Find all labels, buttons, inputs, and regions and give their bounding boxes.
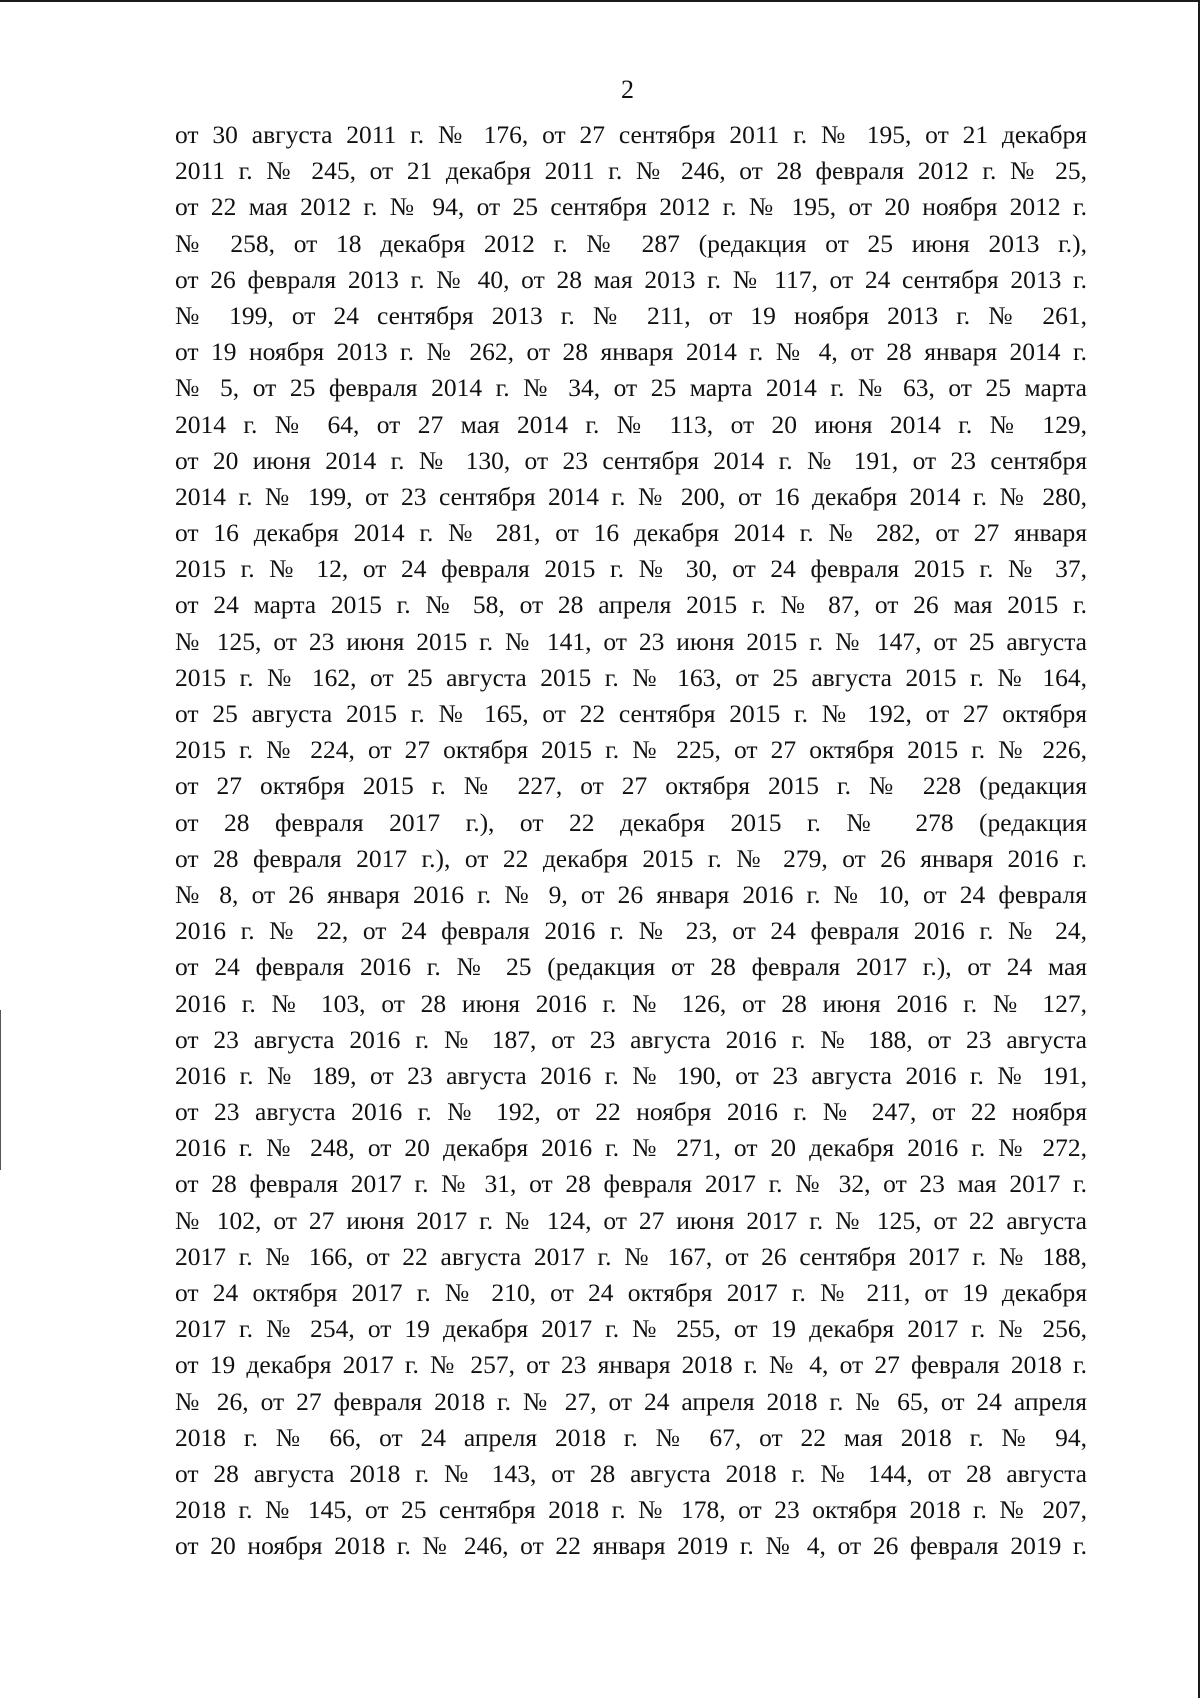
text-line: от 28 февраля 2017 г. № 31, от 28 февраля 2017 г. № 32, от 23 мая 2017 г. <box>175 1169 1087 1199</box>
text-line: от 24 марта 2015 г. № 58, от 28 апреля 2015 г. № 87, от 26 мая 2015 г. <box>175 590 1087 620</box>
text-line: № 8, от 26 января 2016 г. № 9, от 26 января 2016 г. № 10, от 24 февраля <box>175 879 1087 909</box>
text-line: № 258, от 18 декабря 2012 г. № 287 (редакция от 25 июня 2013 г.), <box>175 228 1087 258</box>
text-line: от 22 мая 2012 г. № 94, от 25 сентября 2012 г. № 195, от 20 ноября 2012 г. <box>175 192 1087 222</box>
text-line: 2017 г. № 166, от 22 августа 2017 г. № 167, от 26 сентября 2017 г. № 188, <box>175 1241 1087 1271</box>
text-line: от 20 июня 2014 г. № 130, от 23 сентября 2014 г. № 191, от 23 сентября <box>175 445 1087 475</box>
text-line: 2015 г. № 162, от 25 августа 2015 г. № 163, от 25 августа 2015 г. № 164, <box>175 662 1087 692</box>
text-line: от 19 ноября 2013 г. № 262, от 28 января 2014 г. № 4, от 28 января 2014 г. <box>175 337 1087 367</box>
text-line: 2017 г. № 254, от 19 декабря 2017 г. № 255, от 19 декабря 2017 г. № 256, <box>175 1314 1087 1344</box>
text-line: от 23 августа 2016 г. № 192, от 22 ноября 2016 г. № 247, от 22 ноября <box>175 1097 1087 1127</box>
text-line: 2014 г. № 64, от 27 мая 2014 г. № 113, от 20 июня 2014 г. № 129, <box>175 409 1087 439</box>
text-line: 2016 г. № 189, от 23 августа 2016 г. № 190, от 23 августа 2016 г. № 191, <box>175 1060 1087 1090</box>
text-line: от 20 ноября 2018 г. № 246, от 22 января 2019 г. № 4, от 26 февраля 2019 г. <box>175 1531 1087 1561</box>
text-line: № 26, от 27 февраля 2018 г. № 27, от 24 апреля 2018 г. № 65, от 24 апреля <box>175 1386 1087 1416</box>
text-line: от 27 октября 2015 г. № 227, от 27 октября 2015 г. № 228 (редакция <box>175 771 1087 801</box>
page-number: 2 <box>621 75 634 104</box>
text-line: 2016 г. № 22, от 24 февраля 2016 г. № 23, от 24 февраля 2016 г. № 24, <box>175 916 1087 946</box>
text-line: № 102, от 27 июня 2017 г. № 124, от 27 июня 2017 г. № 125, от 22 августа <box>175 1205 1087 1235</box>
text-line: 2015 г. № 12, от 24 февраля 2015 г. № 30, от 24 февраля 2015 г. № 37, <box>175 554 1087 584</box>
text-line: 2018 г. № 145, от 25 сентября 2018 г. № 178, от 23 октября 2018 г. № 207, <box>175 1495 1087 1525</box>
text-line: от 16 декабря 2014 г. № 281, от 16 декабря 2014 г. № 282, от 27 января <box>175 518 1087 548</box>
text-line: от 19 декабря 2017 г. № 257, от 23 января 2018 г. № 4, от 27 февраля 2018 г. <box>175 1350 1087 1380</box>
text-line: 2016 г. № 248, от 20 декабря 2016 г. № 271, от 20 декабря 2016 г. № 272, <box>175 1133 1087 1163</box>
text-line: от 28 августа 2018 г. № 143, от 28 августа 2018 г. № 144, от 28 августа <box>175 1458 1087 1488</box>
text-line: № 199, от 24 сентября 2013 г. № 211, от 19 ноября 2013 г. № 261, <box>175 300 1087 330</box>
text-line: от 24 февраля 2016 г. № 25 (редакция от 28 февраля 2017 г.), от 24 мая <box>175 952 1087 982</box>
text-line: 2011 г. № 245, от 21 декабря 2011 г. № 246, от 28 февраля 2012 г. № 25, <box>175 156 1087 186</box>
scan-edge-left <box>0 1010 1 1170</box>
text-line: № 125, от 23 июня 2015 г. № 141, от 23 июня 2015 г. № 147, от 25 августа <box>175 626 1087 656</box>
scan-border-top <box>0 0 1200 2</box>
text-line: от 30 августа 2011 г. № 176, от 27 сентября 2011 г. № 195, от 21 декабря <box>175 120 1087 149</box>
text-line: от 28 февраля 2017 г.), от 22 декабря 2015 г. № 279, от 26 января 2016 г. <box>175 843 1087 873</box>
text-line: 2015 г. № 224, от 27 октября 2015 г. № 225, от 27 октября 2015 г. № 226, <box>175 735 1087 765</box>
text-line: 2016 г. № 103, от 28 июня 2016 г. № 126, от 28 июня 2016 г. № 127, <box>175 988 1087 1018</box>
text-line: от 23 августа 2016 г. № 187, от 23 августа 2016 г. № 188, от 23 августа <box>175 1024 1087 1054</box>
text-line: 2014 г. № 199, от 23 сентября 2014 г. № 200, от 16 декабря 2014 г. № 280, <box>175 481 1087 511</box>
text-line: 2018 г. № 66, от 24 апреля 2018 г. № 67, от 22 мая 2018 г. № 94, <box>175 1422 1087 1452</box>
text-line: от 26 февраля 2013 г. № 40, от 28 мая 2013 г. № 117, от 24 сентября 2013 г. <box>175 264 1087 294</box>
text-line: № 5, от 25 февраля 2014 г. № 34, от 25 марта 2014 г. № 63, от 25 марта <box>175 373 1087 403</box>
text-line: от 28 февраля 2017 г.), от 22 декабря 2015 г. № 278 (редакция <box>175 807 1087 837</box>
text-line: от 25 августа 2015 г. № 165, от 22 сентября 2015 г. № 192, от 27 октября <box>175 699 1087 728</box>
document-body <box>175 117 1087 1565</box>
text-line: от 24 октября 2017 г. № 210, от 24 октября 2017 г. № 211, от 19 декабря <box>175 1278 1087 1307</box>
